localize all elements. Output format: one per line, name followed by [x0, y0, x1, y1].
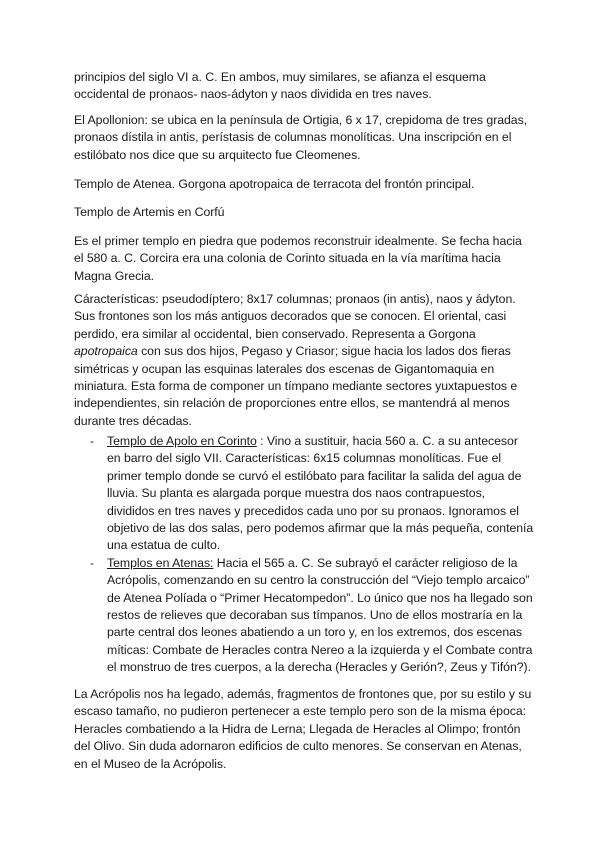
paragraph-text: La Acrópolis nos ha legado, además, fragmentos de frontones que, por su estilo y su escaso tamaño, no pudieron pertenecer a este templo pero son de la misma época: Heracles combatiendo a la Hidra de Lerna; Llegada de Heracles al Olimpo; frontón del Olivo. Sin duda adornaron edificios de culto menores. Se conservan en Atenas, en el Museo de la Acrópolis. [74, 687, 532, 771]
list-dash: - [90, 555, 95, 570]
heading-text: Templo de Artemis en Corfú [74, 205, 225, 219]
paragraph-text: Templo de Atenea. Gorgona apotropaica de terracota del frontón principal. [74, 177, 475, 191]
text-run: con sus dos hijos, Pegaso y Criasor; sigue hacia los lados dos fieras simétricas y ocupan las esquinas laterales dos escenas de Gigantomaquia en miniatura. Esta forma de componer un tímpano mediante sectores yuxtapuestos e independientes, sin relación de proporciones entre ellos, se mantendrá al menos durante tres décadas. [74, 344, 518, 428]
bullet-list [74, 433, 534, 677]
text-run: Cáracterísticas: pseudodíptero; 8x17 columnas; pronaos (in antis), naos y ádyton. Sus frontones son los más antiguos decorados que se conocen. El oriental, casi perdido, era similar al occidental, bien conservado. Representa a Gorgona [74, 292, 516, 341]
paragraph-text [74, 291, 534, 430]
paragraph-acropolis [74, 686, 534, 773]
italic-term: apotropaica [74, 344, 138, 359]
paragraph-caracteristicas [74, 291, 534, 430]
list-item [74, 433, 534, 555]
paragraph-text: Es el primer templo en piedra que podemos reconstruir idealmente. Se fecha hacia el 580 a. C. Corcira era una colonia de Corinto situada en la vía marítima hacia Magna Grecia. [74, 234, 522, 283]
paragraph-artemis-intro [74, 233, 534, 285]
list-dash: - [90, 434, 95, 448]
paragraph-apollonion [74, 112, 534, 164]
list-item-title: Templos en Atenas: [107, 555, 214, 570]
list-item [74, 555, 534, 677]
paragraph-text: principios del siglo VI a. C. En ambos, muy similares, se afianza el esquema occidental de pronaos- naos-ádyton y naos dividida en tres naves. [74, 70, 486, 102]
paragraph-text: El Apollonion: se ubica en la península de Ortigia, 6 x 17, crepidoma de tres gradas, pronaos dístila in antis, perístasis de columnas monolíticas. Una inscripción en el estilóbato nos dice que su arquitecto fue Cleomenes. [74, 113, 528, 162]
list-item-text: : Vino a sustituir, hacia 560 a. C. a su antecesor en barro del siglo VII. Características: 6x15 columnas monolíticas. Fue el primer templo donde se curvó el estilóbato para facilitar la salida del agua de lluvia. Su planta es alargada porque muestra dos naos contrapuestos, divididos en tres naves y precedidos cada uno por su pronaos. Ignoramos el objetivo de las dos salas, pero podemos afirmar que la más pequeña, contenía una estatua de culto. [107, 434, 534, 553]
list-item-text: Hacia el 565 a. C. Se subrayó el carácter religioso de la Acrópolis, comenzando en su centro la construcción del “Viejo templo arcaico” de Atenea Políada o “Primer Hecatompedon”. Lo único que nos ha llegado son restos de relieves que decoraban sus tímpanos. Uno de ellos mostraría en la parte central dos leones abatiendo a un toro y, en los extremos, dos escenas míticas: Combate de Heracles contra Nereo a la izquierda y el Combate contra el monstruo de tres cuerpos, a la derecha (Heracles y Gerión?, Zeus y Tifón?). [107, 555, 533, 675]
section-heading-artemis [74, 204, 534, 221]
paragraph-intro [74, 69, 534, 104]
paragraph-atenea [74, 176, 534, 193]
list-item-title: Templo de Apolo en Corinto [107, 434, 257, 448]
